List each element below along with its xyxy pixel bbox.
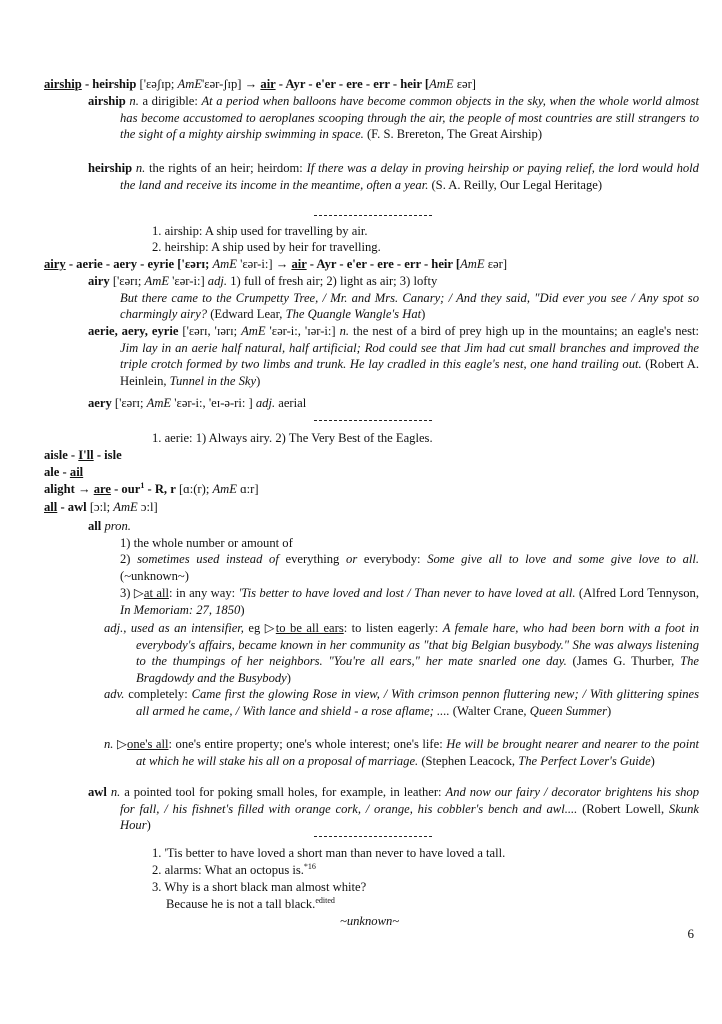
quote: He will be brought nearer and nearer to the point at which he will stake his all on a proposal of marriage. [136, 737, 699, 768]
joke-line: 1. airship: A ship used for travelling by air. [152, 224, 368, 238]
quote: Came first the glowing Rose in view, / With crimson pennon fluttering new; / With glittering spines all armed he came, / With lance and shield - a rose aflame; .... [136, 687, 699, 718]
crossref-link-ill[interactable]: I'll [78, 448, 94, 462]
phrase-link-ones-all[interactable]: one's all [127, 737, 169, 751]
quote: Some give all to love and some give love to all. [427, 552, 700, 566]
entry-all-noun: n. ▷one's all: one's entire property; one's whole interest; one's life: He will be brought nearer and nearer to the point at which he will stake his all on a proposal of marriage. (Stephen Leacock, The Perfect Lover's Guide) [104, 737, 699, 768]
headword-line-aisle: aisle - I'll - isle [44, 448, 122, 462]
quote: A female hare, who had been born with a foot in everybody's affairs, became known in her community as "that big Belgian busybody." She was always listening to the thumpings of her neighbors. "You're all ears," her mate snarled one day. [136, 621, 699, 668]
sense-2: 2) sometimes used instead of everything or everybody: Some give all to love and some give love to all. (~unknown~) [120, 552, 700, 583]
joke-line: 2. heirship: A ship used by heir for travelling. [152, 240, 381, 254]
joke-line: 2. alarms: What an octopus is.$^{*16}$ [152, 861, 316, 877]
entry-all-adj: adj., used as an intensifier, eg ▷to be all ears: to listen eagerly: A female hare, who had been born with a foot in everybody's affairs, became known in her community as "that big Belgian busybody." She was always listening to the thumpings of her neighbors. "You're all ears," her mate snarled one day. (James G. Thurber, The Bragdowdy and the Busybody) [104, 621, 699, 685]
quote: And now our fairy / decorator brightens his shop for fall, / his fishnet's filled with orange cork, / orange, his cobbler's bench and awl.... [120, 785, 699, 816]
headword-heirship: heirship [92, 77, 137, 91]
headword-line-airy: airy - aerie - aery - eyrie ['εərɪ; AmE 'εər-i:] → air - Ayr - e'er - ere - err - heir [AmE εər] [44, 257, 508, 271]
quote: If there was a delay in proving heirship or paying relief, the lord would hold the land and receive its income in the meantime, often a year. [120, 161, 699, 192]
page-number: 6 [687, 926, 694, 941]
quote: But there came to the Crumpetty Tree, / Mr. and Mrs. Canary; / And they said, "Did ever you see / Any spot so charmingly airy? [120, 290, 699, 321]
joke-line: 1. 'Tis better to have loved a short man than never to have loved a tall. [152, 846, 506, 860]
phrase-link-at-all[interactable]: at all [143, 586, 169, 600]
joke-signature: ~unknown~ [340, 914, 400, 928]
crossref-link-ail[interactable]: ail [69, 465, 84, 479]
quote: 'Tis better to have loved and lost / Than never to have loved at all. [238, 586, 576, 600]
entry-heirship: heirship n. the rights of an heir; heirdom: If there was a delay in proving heirship or paying relief, the lord would hold the land and receive its income in the meantime, often a year. (S. A. Reilly, Our Legal Heritage) [88, 161, 699, 192]
crossref-link-air[interactable]: air [260, 77, 276, 91]
separator-line [314, 420, 432, 421]
entry-aery: aery ['εərɪ; AmE 'εər-i:, 'eɪ-ə-ri: ] adj. aerial [88, 396, 307, 410]
sense-1: 1) the whole number or amount of [120, 536, 293, 550]
citation: (S. A. Reilly, Our Legal Heritage) [428, 177, 603, 192]
citation: (F. S. Brereton, The Great Airship) [363, 127, 543, 141]
phrase-link-all-ears[interactable]: to be all ears [275, 621, 344, 635]
entry-airy: airy ['εərɪ; AmE 'εər-i:] adj. 1) full of fresh air; 2) light as air; 3) lofty But there came to the Crumpetty Tree, / Mr. and Mrs. Canary; / And they said, "Did ever you see / Any spot so charmingly airy? (Edward Lear, The Quangle Wangle's Hat) [88, 274, 699, 321]
crossref-link-air[interactable]: air [291, 257, 307, 271]
quote: Jim lay in an aerie half natural, half artificial; Rod could see that Jim had cut small branches and improved the triple crotch formed by two limbs and trunk. He lay cradled in this eagle's nest, one hand trailing out. [120, 340, 699, 371]
entry-aerie: aerie, aery, eyrie ['εərɪ, 'ɪərɪ; AmE 'εər-i:, 'ɪər-i:] n. the nest of a bird of prey high up in the mountains; an eagle's nest: Jim lay in an aerie half natural, half artificial; Rod could see that Jim had cut small branches and improved the triple crotch formed by two limbs and trunk. He lay cradled in this eagle's nest, one hand trailing out. (Robert A. Heinlein, Tunnel in the Sky) [88, 324, 699, 388]
edited-marker: edited [315, 895, 335, 905]
quote: At a period when balloons have become common objects in the sky, when the whole world almost has become accustomed to aeroplanes scooping through the air, the people of most countries are still strangers to the sight of a mighty airship swimming in space. [120, 94, 699, 141]
headword-line-alight: alight → are - our$^1$ - R, r [ɑ:(r); AmE ɑ:r] [44, 480, 259, 496]
footnote-marker: *16 [303, 861, 316, 871]
separator-line [314, 215, 432, 216]
sense-3: 3) ▷at all: in any way: 'Tis better to have loved and lost / Than never to have loved at all. (Alfred Lord Tennyson, In Memoriam: 27, 1850) [120, 586, 700, 617]
headword-line-airship: airship - heirship ['εəʃɪp; AmE'εər-ʃɪp] → air - Ayr - e'er - ere - err - heir [AmE εər] [44, 77, 476, 91]
entry-all-adv: adv. completely: Came first the glowing Rose in view, / With crimson pennon fluttering new; / With glittering spines all armed he came, / With lance and shield - a rose aflame; .... (Walter Crane, Queen Summer) [104, 687, 699, 718]
headword-airship: airship [44, 77, 82, 91]
entry-airship: airship n. a dirigible: At a period when balloons have become common objects in the sky, when the whole world almost has become accustomed to aeroplanes scooping through the air, the people of most countries are still strangers to the sight of a mighty airship swimming in space. (F. S. Brereton, The Great Airship) [88, 94, 699, 141]
headword-line-all: all - awl [ɔ:l; AmE ɔ:l] [44, 500, 158, 514]
joke-line: 3. Why is a short black man almost white? [152, 880, 367, 894]
crossref-link-are[interactable]: are [93, 482, 111, 496]
headword-line-ale: ale - ail [44, 465, 84, 479]
headword-all[interactable]: all [44, 500, 58, 514]
pronunciation: ['εəʃɪp; [139, 77, 175, 91]
joke-line: Because he is not a tall black.$^{edited}$ [166, 895, 335, 911]
joke-line: 1. aerie: 1) Always airy. 2) The Very Best of the Eagles. [152, 431, 433, 445]
entry-all-pron: all pron. [88, 519, 131, 533]
separator-line [314, 836, 432, 837]
entry-awl: awl n. a pointed tool for poking small holes, for example, in leather: And now our fairy / decorator brightens his shop for fall, / his fishnet's filled with orange cork, / orange, his cobbler's bench and awl.... (Robert Lowell, Skunk Hour) [88, 785, 699, 832]
